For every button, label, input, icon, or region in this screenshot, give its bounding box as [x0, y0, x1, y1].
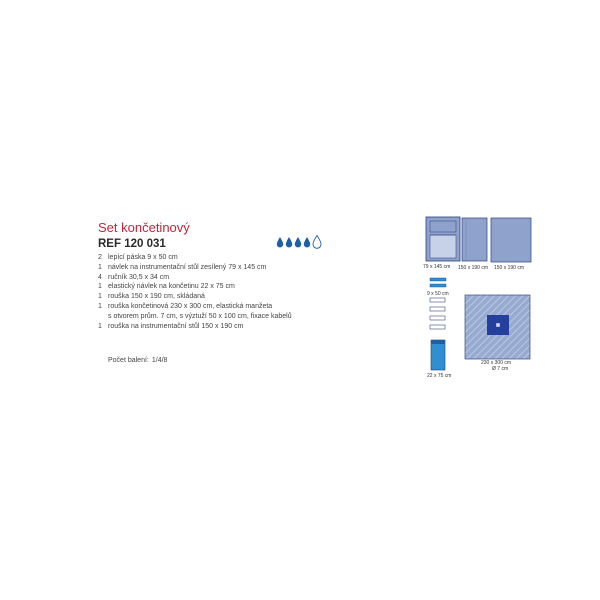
item-qty: 4 — [98, 273, 102, 281]
item-qty: 1 — [98, 293, 102, 301]
product-ref: REF 120 031 — [98, 238, 166, 250]
towel-illustration — [430, 307, 445, 311]
table-drape-illustration — [491, 218, 531, 262]
component-list — [98, 253, 292, 331]
list-item — [98, 253, 292, 263]
drop-empty-icon — [313, 236, 321, 249]
item-qty: 1 — [98, 322, 102, 330]
drop-filled-icon — [277, 237, 283, 247]
item-qty: 1 — [98, 302, 102, 310]
label-table-drape-size: 150 x 190 cm — [494, 265, 525, 271]
table-cover-illustration — [426, 217, 460, 261]
item-text: rouška 150 x 190 cm, skládaná — [108, 293, 205, 301]
label-hole-size: Ø 7 cm — [492, 366, 509, 372]
package-count-label: Počet balení: — [108, 357, 149, 364]
towel-illustration — [430, 316, 445, 320]
item-text: ručník 30,5 x 34 cm — [108, 273, 170, 281]
label-stockinette-size: 22 x 75 cm — [427, 373, 452, 379]
set-contents-diagram — [420, 214, 536, 384]
list-item — [98, 263, 292, 273]
label-extremity-drape-size: 230 x 300 cm — [481, 360, 512, 366]
list-item — [98, 282, 292, 292]
product-title: Set končetinový — [98, 220, 190, 235]
label-table-cover-size: 79 x 145 cm — [423, 264, 451, 270]
label-drape-folded-size: 150 x 190 cm — [458, 265, 489, 271]
list-item — [98, 322, 292, 332]
tape-illustration — [430, 278, 446, 281]
package-count-value: 1/4/8 — [151, 357, 168, 364]
drop-filled-icon — [295, 237, 301, 247]
item-qty: 1 — [98, 283, 102, 291]
item-text: návlek na instrumentační stůl zesílený 79 x 145 cm — [108, 263, 267, 271]
item-text: elastický návlek na končetinu 22 x 75 cm — [108, 283, 235, 291]
item-qty: 2 — [98, 254, 102, 261]
absorbency-rating — [276, 235, 324, 249]
item-text: rouška na instrumentační stůl 150 x 190 cm — [108, 322, 244, 330]
item-text: lepící páska 9 x 50 cm — [108, 254, 178, 261]
stockinette-illustration — [431, 340, 445, 370]
item-text: rouška končetinová 230 x 300 cm, elastická manžeta — [108, 302, 273, 310]
item-qty: 1 — [98, 263, 102, 271]
drape-folded-illustration — [462, 218, 487, 261]
extremity-drape-illustration — [465, 295, 530, 359]
drop-filled-icon — [286, 237, 292, 247]
diagram-shapes — [420, 214, 536, 384]
list-item — [98, 312, 292, 322]
towel-illustration — [430, 298, 445, 302]
list-item — [98, 292, 292, 302]
list-item — [98, 302, 292, 312]
label-tape-size: 9 x 50 cm — [427, 291, 449, 297]
item-text: s otvorem prům. 7 cm, s výztuží 50 x 100 cm, fixace kabelů — [108, 312, 292, 320]
list-item — [98, 273, 292, 283]
towel-illustration — [430, 325, 445, 329]
drop-filled-icon — [304, 237, 310, 247]
package-count — [108, 357, 167, 364]
tape-illustration — [430, 284, 446, 287]
